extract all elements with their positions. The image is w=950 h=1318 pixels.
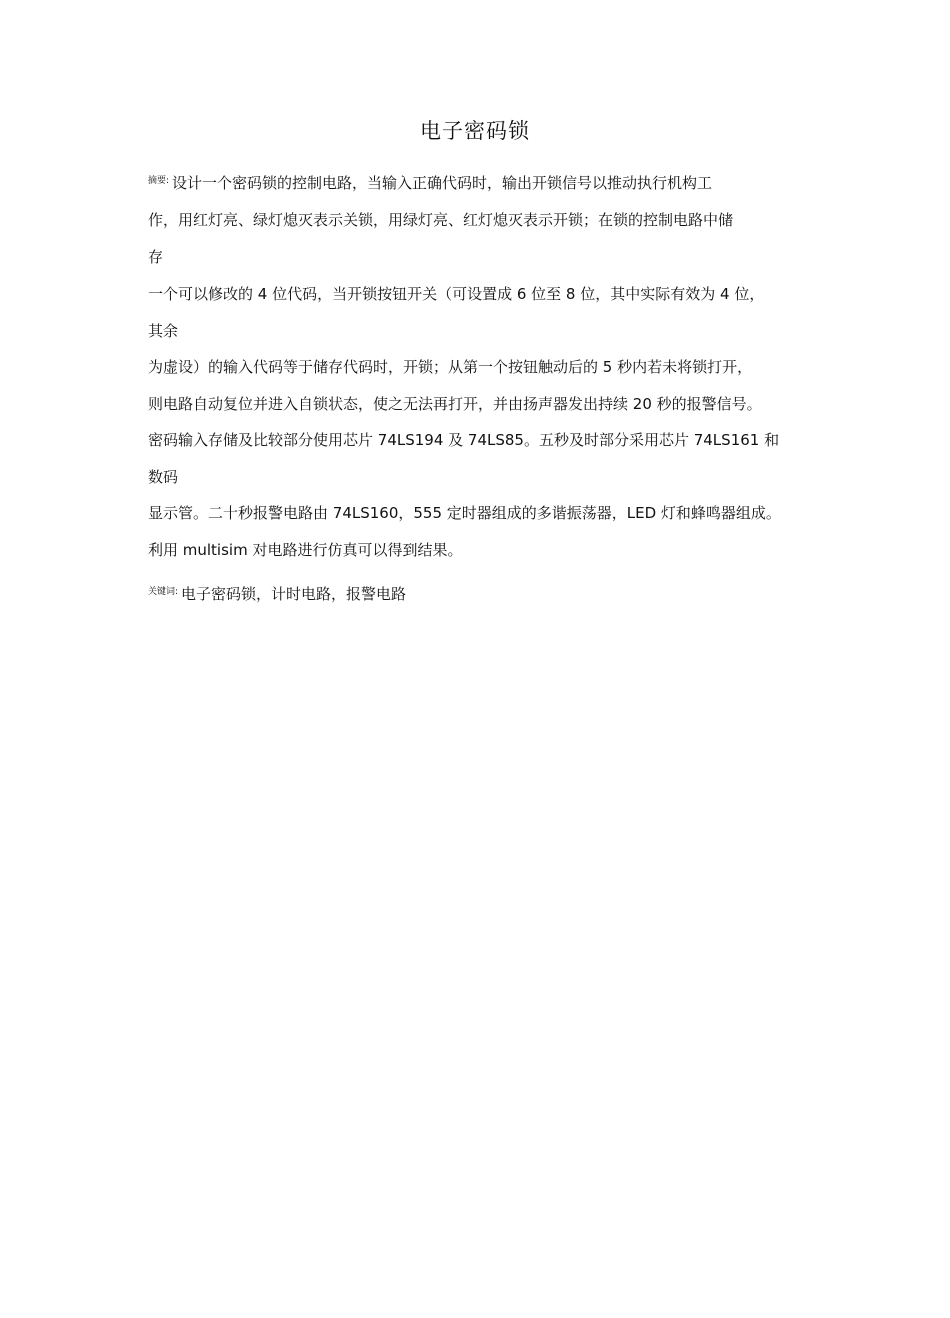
keywords-text: 电子密码锁，计时电路，报警电路 (181, 585, 407, 603)
abstract-line-3: 存 (148, 248, 164, 266)
keywords-line (148, 581, 406, 605)
keywords-label: 关键词: (148, 587, 179, 597)
abstract-text-line: 设计一个密码锁的控制电路，当输入正确代码时，输出开锁信号以推动执行机构工 (172, 174, 713, 192)
abstract-line-10: 显示管。二十秒报警电路由 74LS160，555 定时器组成的多谐振荡器，LED 灯和蜂鸣器组成。 (148, 504, 781, 522)
abstract-line-5: 其余 (148, 322, 179, 340)
abstract-line-11: 利用 multisim 对电路进行仿真可以得到结果。 (148, 541, 463, 559)
abstract-label: 摘要: (148, 176, 170, 186)
abstract-line-7: 则电路自动复位并进入自锁状态，使之无法再打开，并由扬声器发出持续 20 秒的报警信号。 (148, 395, 762, 413)
document-title: 电子密码锁 (420, 119, 530, 143)
abstract-line-6: 为虚设）的输入代码等于储存代码时，开锁；从第一个按钮触动后的 5 秒内若未将锁打开， (148, 358, 753, 376)
abstract-line-1 (148, 170, 712, 194)
abstract-line-9: 数码 (148, 468, 179, 486)
abstract-line-8: 密码输入存储及比较部分使用芯片 74LS194 及 74LS85。五秒及时部分采用芯片 74LS161 和 (148, 431, 780, 449)
abstract-line-4: 一个可以修改的 4 位代码，当开锁按钮开关（可设置成 6 位至 8 位，其中实际有效为 4 位， (148, 285, 765, 303)
abstract-line-2: 作，用红灯亮、绿灯熄灭表示关锁，用绿灯亮、红灯熄灭表示开锁；在锁的控制电路中储 (148, 211, 734, 229)
